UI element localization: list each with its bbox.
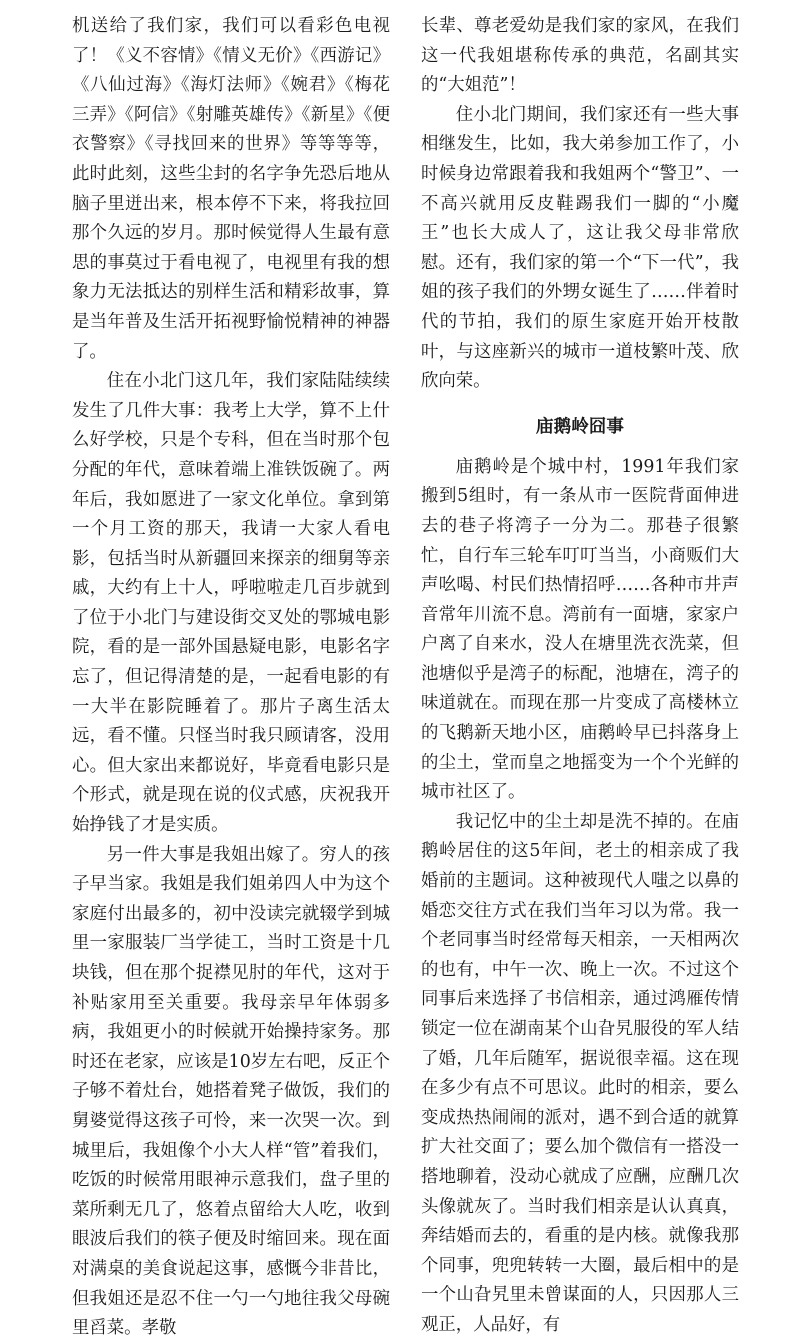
paragraph: 住小北门期间，我们家还有一些大事相继发生，比如，我大弟参加工作了，小时候身边常跟着我和我姐两个“警卫”、一不高兴就用反皮鞋踢我们一脚的“小魔王”也长大成人了，这让我父母非常欣慰。还有，我们家的第一个“下一代”，我姐的孩子我们的外甥女诞生了……伴着时代的节拍，我们的原生家庭开始开枝散叶，与这座新兴的城市一道枝繁叶茂、欣欣向荣。: [421, 104, 739, 392]
section-heading: 庙鹅岭囧事: [536, 416, 624, 437]
paragraph: 住在小北门这几年，我们家陆陆续续发生了几件大事：我考上大学，算不上什么好学校，只是个专科，但在当时那个包分配的年代，意味着端上准铁饭碗了。两年后，我如愿进了一家文化单位。拿到第一个月工资的那天，我请一大家人看电影，包括当时从新疆回来探亲的细舅等亲戚，大约有上十人，呼啦啦走几百步就到了位于小北门与建设街交叉处的鄂城电影院，看的是一部外国悬疑电影，电影名字忘了，但记得清楚的是，一起看电影的有一大半在影院睡着了。那片子离生活太远，看不懂。只怪当时我只顾请客，没用心。但大家出来都说好，毕竟看电影只是个形式，就是现在说的仪式感，庆祝我开始挣钱了才是实质。: [72, 371, 390, 836]
paragraph: 另一件大事是我姐出嫁了。穷人的孩子早当家。我姐是我们姐弟四人中为这个家庭付出最多的，初中没读完就辍学到城里一家服装厂当学徒工，当时工资是十几块钱，但在那个捉襟见肘的年代，这对于补贴家用至关重要。我母亲早年体弱多病，我姐更小的时候就开始操持家务。那时还在老家，应该是10岁左右吧，反正个子够不着灶台，她搭着凳子做饭，我们的舅婆觉得这孩子可怜，来一次哭一次。到城里后，我姐像个小大人样“管”着我们，吃饭的时候常用眼神示意我们，盘子里的菜所剩无几了，悠着点留给大人吃，收到眼波后我们的筷子便及时缩回来。现在面对满桌的美食说起这事，感慨今非昔比，但我姐还是忍不住一勺一勺地往我父母碗里舀菜。孝敬: [72, 844, 390, 1339]
paragraph: 庙鹅岭是个城中村，1991年我们家搬到5组时，有一条从市一医院背面伸进去的巷子将湾子一分为二。那巷子很繁忙，自行车三轮车叮叮当当，小商贩们大声吆喝、村民们热情招呼……各种市井声音常年川流不息。湾前有一面塘，家家户户离了自来水，没人在塘里洗衣洗菜，但池塘似乎是湾子的标配，池塘在，湾子的味道就在。而现在那一片变成了高楼林立的飞鹅新天地小区，庙鹅岭早已抖落身上的尘土，堂而皇之地摇变为一个个光鲜的城市社区了。: [421, 456, 739, 803]
right-column: [421, 12, 739, 1341]
paragraph: 机送给了我们家，我们可以看彩色电视了！《义不容情》《情义无价》《西游记》《八仙过海》《海灯法师》《婉君》《梅花三弄》《阿信》《射雕英雄传》《新星》《便衣警察》《寻找回来的世界》等等等等，此时此刻，这些尘封的名字争先恐后地从脑子里迸出来，根本停不下来，将我拉回那个久远的岁月。那时候觉得人生最有意思的事莫过于看电视了，电视里有我的想象力无法抵达的别样生活和精彩故事，算是当年普及生活开拓视野愉悦精神的神器了。: [72, 16, 390, 362]
paragraph: 我记忆中的尘土却是洗不掉的。在庙鹅岭居住的这5年间，老土的相亲成了我婚前的主题词。这种被现代人嗤之以鼻的婚恋交往方式在我们当年习以为常。我一个老同事当时经常每天相亲，一天相两次的也有，中午一次、晚上一次。不过这个同事后来选择了书信相亲，通过鸿雁传情锁定一位在湖南某个山旮旯服役的军人结了婚，几年后随军，据说很幸福。这在现在多少有点不可思议。此时的相亲，要么变成热热闹闹的派对，遇不到合适的就算扩大社交面了；要么加个微信有一搭没一搭地聊着，没动心就成了应酬，应酬几次头像就灰了。当时我们相亲是认认真真，奔结婚而去的，看重的是内核。就像我那个同事，兜兜转转一大圈，最后相中的是一个山旮旯里未曾谋面的人，只因那人三观正，人品好，有: [421, 811, 739, 1335]
paragraph: 长辈、尊老爱幼是我们家的家风，在我们这一代我姐堪称传承的典范，名副其实的“大姐范”！: [421, 16, 739, 96]
left-column: [72, 12, 390, 1344]
